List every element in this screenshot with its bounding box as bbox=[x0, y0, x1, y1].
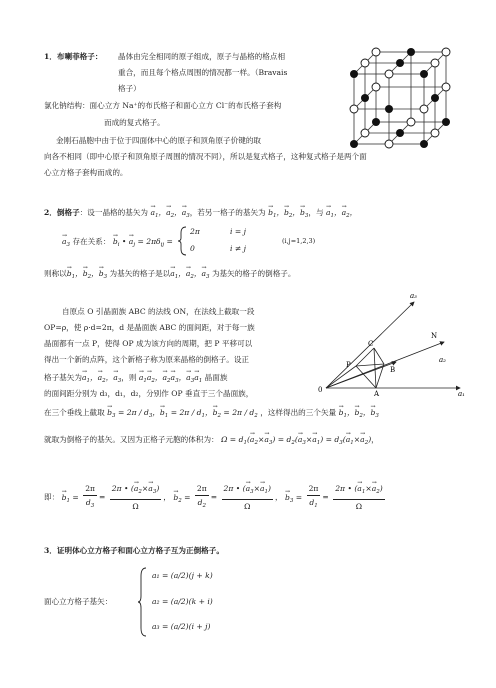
s2-para6: 的面间距分别为 d₃，d₁，d₂，分别作 OP 垂直于三个晶面族， bbox=[44, 389, 254, 398]
s1-line7: 向各不相同（即中心原子和顶角原子周围的情况不同），所以是复式格子，这种复式格子是两个面 bbox=[44, 152, 367, 161]
cases-bottom-cond: i ≠ j bbox=[230, 244, 246, 253]
s1-line6: 金刚石晶胞中由于位于四面体中心的原子和顶角原子价键的取 bbox=[56, 136, 262, 145]
fcc-basis-label: 面心立方格子基矢： bbox=[44, 597, 113, 606]
s2-para7: 在三个垂线上截取 → $b_3 = 2\pi / d_3$，→ $b_1 = 2\pi / d_1$，→ $b_2 = 2\pi / d_2$ ，这样得出的三个矢量 → $b_1$，→ $b_2$，→ $b_3$ bbox=[44, 407, 379, 422]
s1-line5: 而成的复式格子。 bbox=[104, 118, 165, 127]
s1-line1: 晶体由完全相同的原子组成，原子与晶格的格点相 bbox=[118, 52, 286, 61]
label-B: B bbox=[390, 366, 396, 374]
s2-para4: 得出一个新的点阵，这个新格子称为原来晶格的倒格子。设正 bbox=[44, 355, 250, 364]
s2-para1: 自原点 O 引晶面族 ABC 的法线 ON，在法线上截取一段 bbox=[62, 307, 255, 316]
s1-line4: 氯化钠结构：面心立方 Na⁺的布氏格子和面心立方 Cl⁻的布氏格子套构 bbox=[44, 101, 282, 110]
section3-title: 3．证明体心立方格子和面心立方格子互为正倒格子。 bbox=[44, 546, 224, 555]
ij-range: (i,j=1,2,3) bbox=[282, 237, 316, 245]
label-a2: a₂ bbox=[439, 356, 446, 364]
cases-brace bbox=[176, 225, 188, 257]
label-a3: a₃ bbox=[410, 292, 417, 300]
s1-line3: 格子） bbox=[118, 84, 141, 93]
reciprocal-basis-formulas: 即： → $b_1$ = $\frac{2\pi}{d_3}$ = $\frac{2\pi • (\to a_2\times\to a_3)}{\Omega}$ ， → $b_2$ = $\frac{2\pi}{d_2}$ = $\frac{2\pi • (\to a_3\times\to a_1)}{\Omega}$ ， → $b_3$ = $\frac{2\pi}{d_1}$ = $\frac{2\pi • (\to a_1\times\to a_2)}{\Omega}$ bbox=[44, 482, 387, 513]
s2-para5: 格子基矢为→ $a_1$，→ $a_2$，→ $a_3$，则 → $a_1\to a_2$，→ $a_2\to a_3$，→ $a_3\to a_1$ 晶面族 bbox=[44, 372, 227, 387]
s2-line3: 则称以→ $b_1$，→ $b_2$，→ $b_3$ 为基矢的格子是以→ $a_1$，→ $a_2$，→ $a_3$ 为基矢的格子的倒格子。 bbox=[44, 268, 296, 283]
s2-para8: 就取为倒格子的基矢。又因为正格子元胞的体积为： $\Omega = d_1(\to a_2\times\to a_3) = d_2(\to a_3\times\to a_1) = d_3(\to a_1\times\to a_2)$， bbox=[44, 434, 379, 449]
s1-line8: 心立方格子套构而成的。 bbox=[44, 168, 128, 177]
reciprocal-lattice-diagram bbox=[318, 288, 468, 398]
s2-para2: OP=ρ，使 ρ·d=2π，d 是晶面族 ABC 的面间距，对于每一族 bbox=[44, 323, 255, 332]
label-N: N bbox=[431, 332, 438, 340]
section1-title: 1．布喇菲格子： bbox=[44, 52, 103, 61]
cases-bottom: 0 bbox=[190, 244, 195, 253]
fcc-a2: a₂ = (a/2)(k + i) bbox=[152, 597, 213, 606]
cases-top-cond: i = j bbox=[230, 227, 246, 236]
label-O: 0 bbox=[318, 386, 323, 394]
label-C: C bbox=[368, 340, 374, 348]
label-a1: a₁ bbox=[458, 390, 465, 398]
label-A: A bbox=[374, 390, 380, 398]
cases-top: 2π bbox=[190, 227, 200, 236]
fcc-a3: a₃ = (a/2)(i + j) bbox=[152, 622, 211, 631]
s2-line2: → $a_3$ 存在关系： → $b_i$ • → $a_j = 2\pi\delta_{ij}$ = bbox=[62, 236, 173, 251]
label-P: P bbox=[346, 361, 351, 369]
s1-line2: 重合，而且每个格点周围的情况都一样。（Bravais bbox=[118, 68, 288, 77]
fcc-a1: a₁ = (a/2)(j + k) bbox=[152, 571, 213, 580]
s2-para3: 晶面都有一点 P，使得 OP 成为该方向的周期，把 P 平移可以 bbox=[44, 339, 253, 348]
s2-line1: 2．倒格子：设一晶格的基矢为 → $a_1$，→ $a_2$，→ $a_3$，若另一格子的基矢为 → $b_1$，→ $b_2$，→ $b_3$，与 → $a_1$，→ $a_2$， bbox=[44, 207, 357, 222]
fcc-basis-brace bbox=[136, 566, 148, 638]
nacl-lattice-image bbox=[344, 44, 454, 152]
